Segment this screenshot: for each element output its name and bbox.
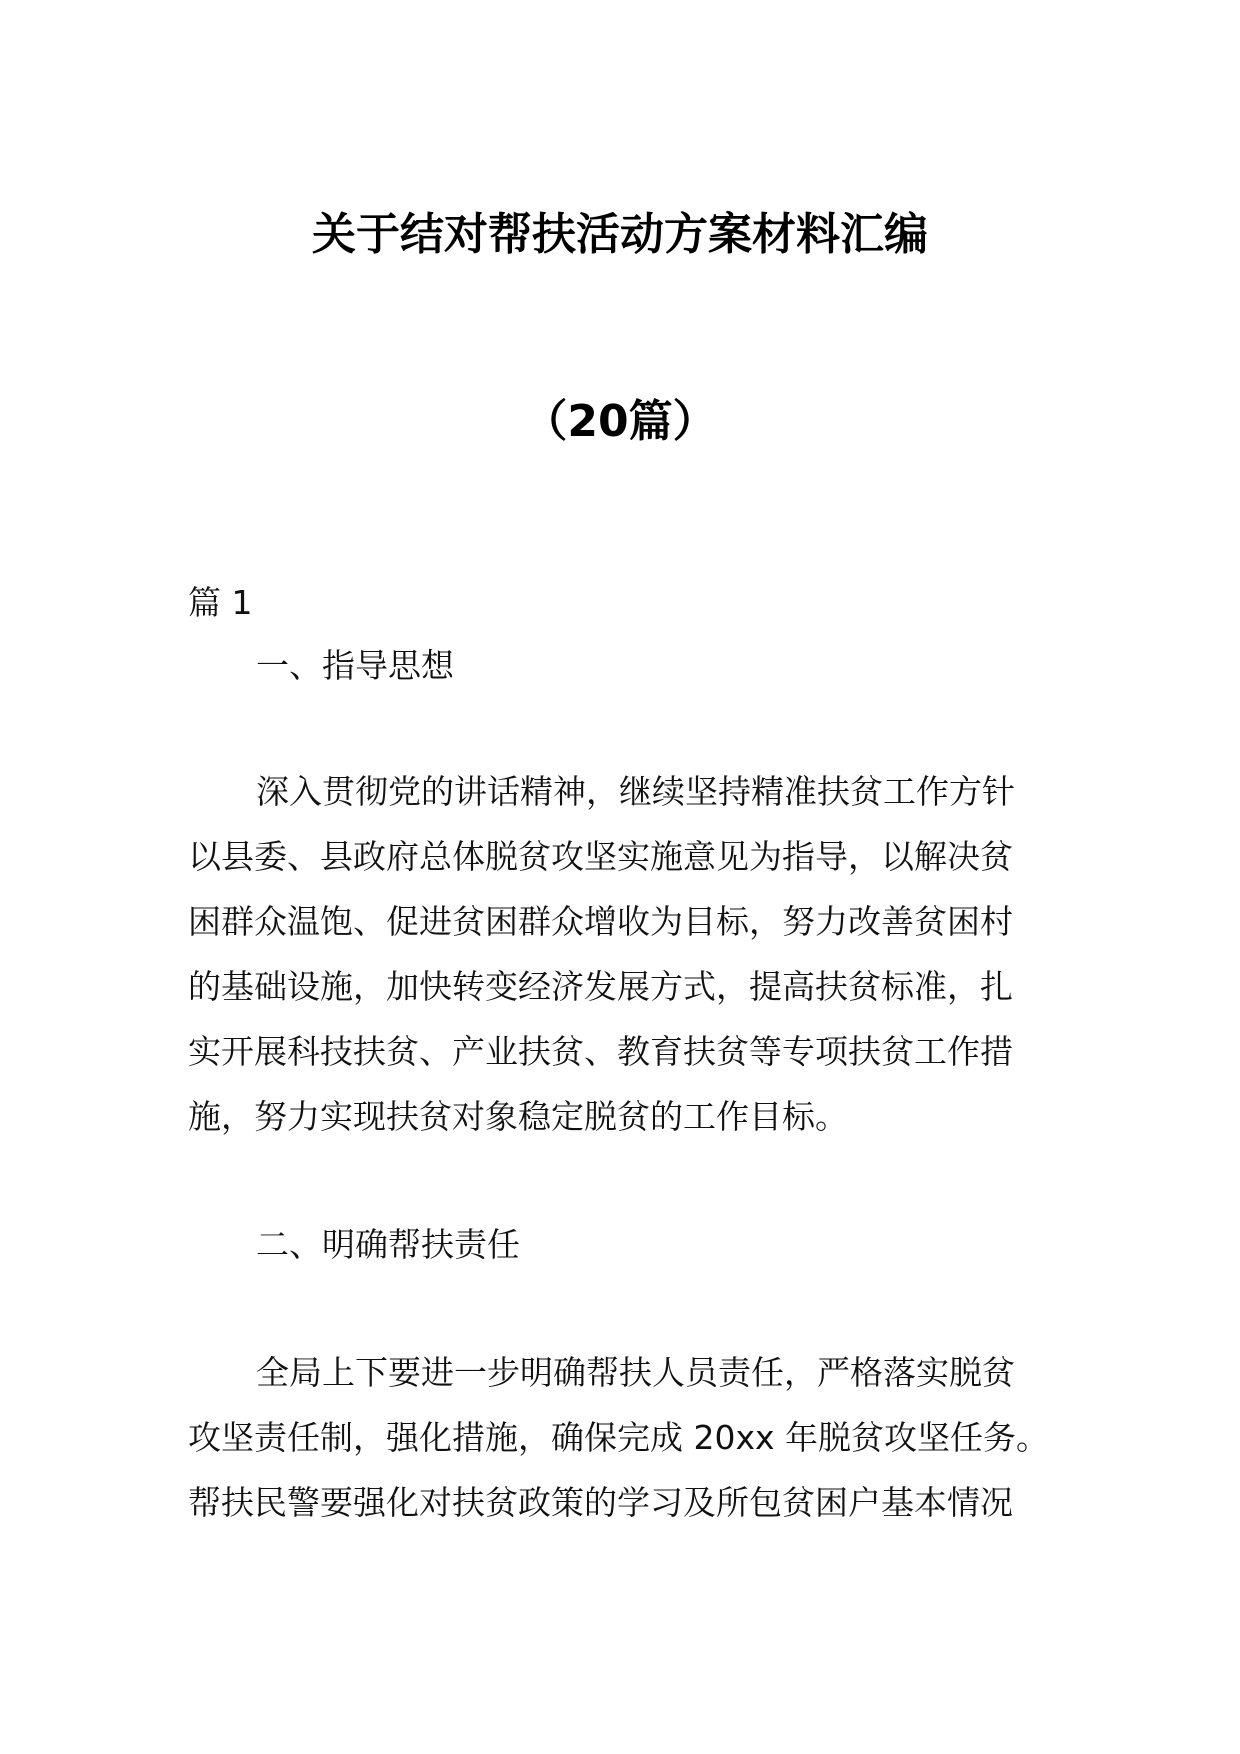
heading-clarify-responsibility: 二、明确帮扶责任 xyxy=(256,1225,520,1264)
document-title: 关于结对帮扶活动方案材料汇编 xyxy=(312,209,928,260)
paragraph-line: 全局上下要进一步明确帮扶人员责任，严格落实脱贫 xyxy=(256,1353,1015,1392)
paragraph-line: 施，努力实现扶贫对象稳定脱贫的工作目标。 xyxy=(188,1097,848,1136)
heading-guiding-ideology: 一、指导思想 xyxy=(256,646,454,685)
paragraph-line: 帮扶民警要强化对扶贫政策的学习及所包贫困户基本情况 xyxy=(188,1483,1013,1522)
document-subtitle: （20篇） xyxy=(523,396,717,447)
paragraph-line: 以县委、县政府总体脱贫攻坚实施意见为指导，以解决贫 xyxy=(188,837,1013,876)
paragraph-line: 深入贯彻党的讲话精神，继续坚持精准扶贫工作方针 xyxy=(256,772,1015,811)
paragraph-line: 实开展科技扶贫、产业扶贫、教育扶贫等专项扶贫工作措 xyxy=(188,1032,1013,1071)
section-label: 篇 1 xyxy=(188,583,253,622)
paragraph-line: 困群众温饱、促进贫困群众增收为目标，努力改善贫困村 xyxy=(188,902,1013,941)
paragraph-line: 攻坚责任制，强化措施，确保完成 20xx 年脱贫攻坚任务。 xyxy=(188,1418,1050,1457)
paragraph-line: 的基础设施，加快转变经济发展方式，提高扶贫标准，扎 xyxy=(188,967,1013,1006)
